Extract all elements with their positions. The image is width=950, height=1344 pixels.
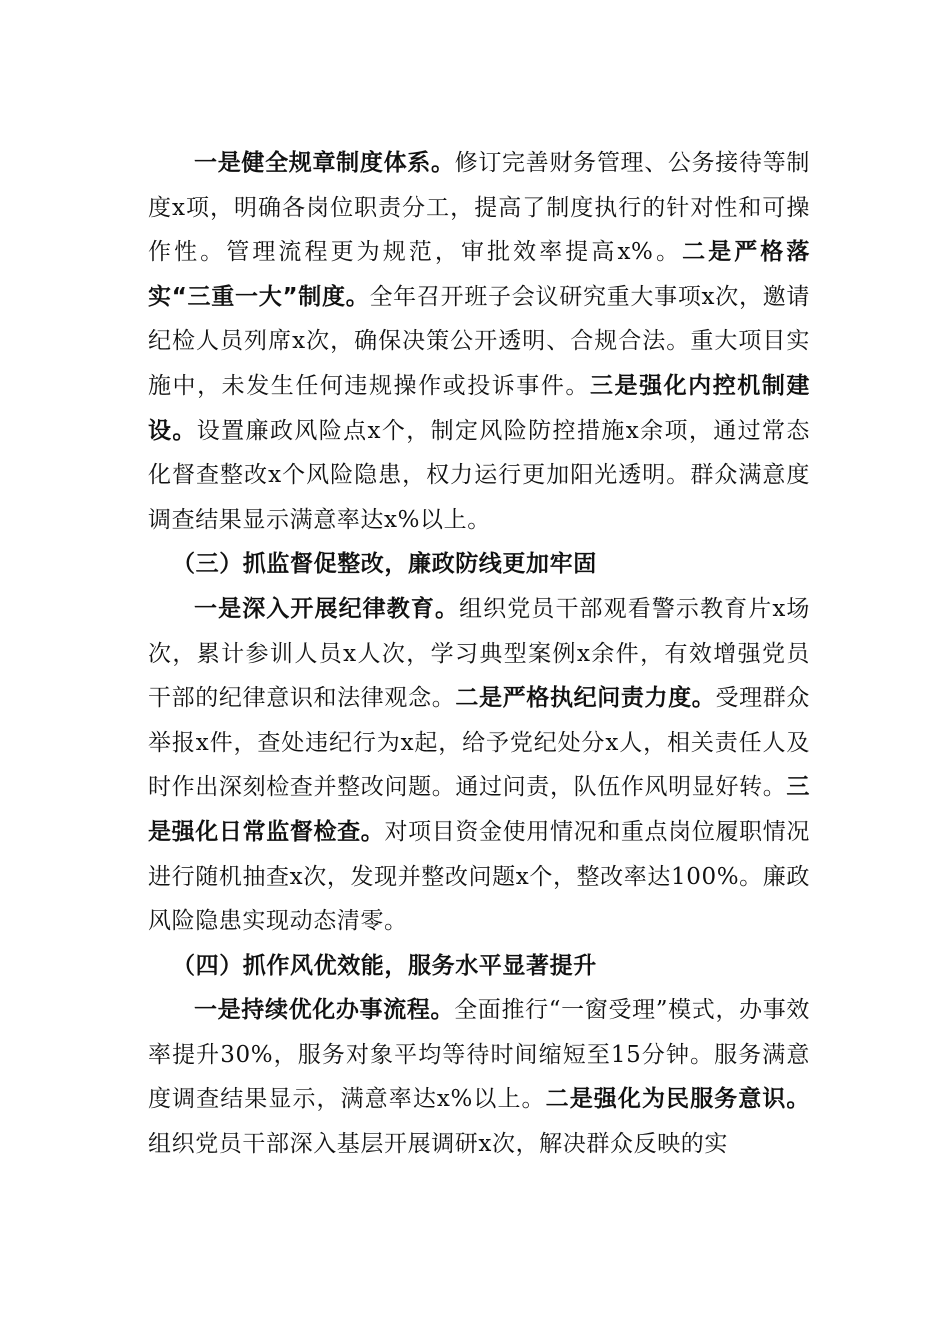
document-body [148,141,810,1167]
point-body: 对项目资金使用情况和重点岗位履职情况进行随机抽查x次，发现并整改问题x个，整改率达100%。廉政风险隐患实现动态清零。 [148,818,811,935]
point-body: 受理群众举报x件，查处违纪行为x起，给予党纪处分x人，相关责任人及时作出深刻检查并整改问题。通过问责，队伍作风明显好转。 [148,685,810,801]
point-title: 三是强化内控机制建设。 [148,372,810,444]
point-body: 组织党员干部观看警示教育片x场次，累计参训人员x人次，学习典型案例x余件，有效增强党员干部的纪律意识和法律观念。 [148,595,810,712]
point-title: 二是严格执纪问责力度。 [455,685,716,712]
paragraph-section-a [148,141,810,542]
point-title: 二是严格落实“三重一大”制度。 [148,239,810,310]
point-body: 全面推行“一窗受理”模式，办事效率提升30%，服务对象平均等待时间缩短至15分钟。服务满意度调查结果显示，满意率达x%以上。 [148,997,810,1113]
point-title: 三是强化日常监督检查。 [148,774,810,845]
point-body: 全年召开班子会议研究重大事项x次，邀请纪检人员列席x次，确保决策公开透明、合规合法。重大项目实施中，未发生任何违规操作或投诉事件。 [148,283,811,399]
point-body: 修订完善财务管理、公务接待等制度x项，明确各岗位职责分工，提高了制度执行的针对性和可操作性。管理流程更为规范，审批效率提高x%。 [148,150,810,266]
point-title: 二是强化为民服务意识。 [545,1086,810,1113]
section-heading-4: （四）抓作风优效能，服务水平显著提升 [172,952,597,979]
point-title: 一是深入开展纪律教育。 [194,595,460,622]
point-body: 设置廉政风险点x个，制定风险防控措施x余项，通过常态化督查整改x个风险隐患，权力运行更加阳光透明。群众满意度调查结果显示满意率达x%以上。 [148,417,810,533]
paragraph-section-4 [148,988,810,1166]
point-body: 组织党员干部深入基层开展调研x次，解决群众反映的实 [148,1131,728,1158]
paragraph-section-3 [148,587,810,944]
point-title: 一是健全规章制度体系。 [194,150,455,176]
section-heading-3: （三）抓监督促整改，廉政防线更加牢固 [172,551,597,578]
point-title: 一是持续优化办事流程。 [194,997,455,1024]
